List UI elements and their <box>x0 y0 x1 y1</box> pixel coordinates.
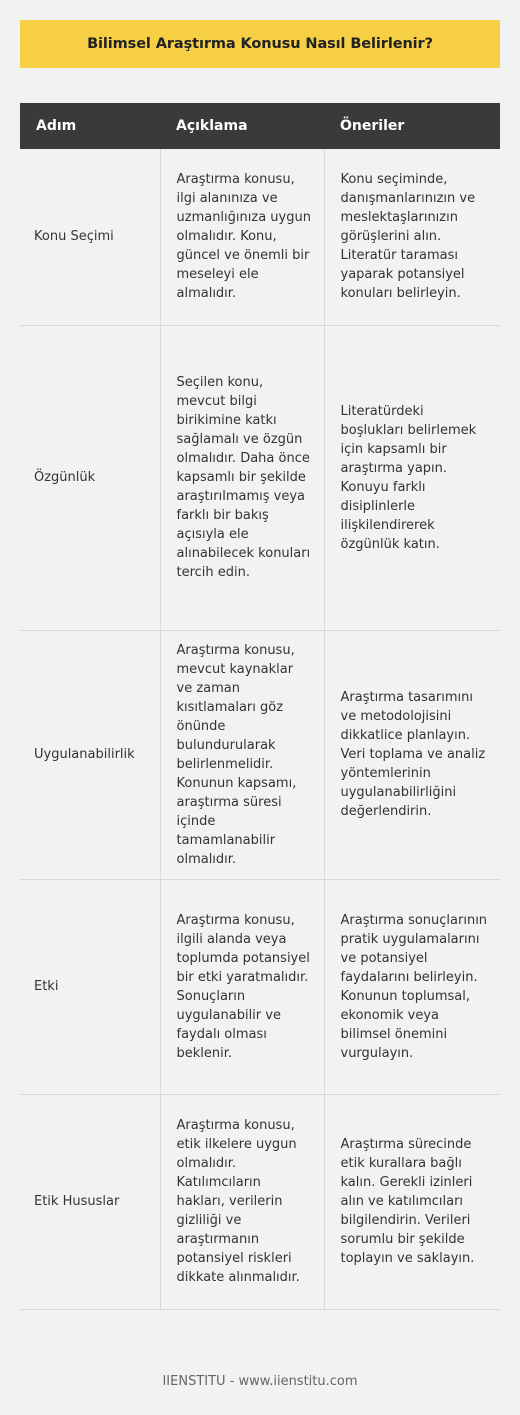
cell-step: Konu Seçimi <box>20 149 160 325</box>
table-row <box>20 149 500 325</box>
page-title: Bilimsel Araştırma Konusu Nasıl Belirlenir? <box>87 36 433 52</box>
header-step: Adım <box>36 118 77 134</box>
header-description: Açıklama <box>176 118 248 134</box>
cell-description: Seçilen konu, mevcut bilgi birikimine katkı sağlamalı ve özgün olmalıdır. Daha önce kapsamlı bir şekilde araştırılmamış veya farklı bir bakış açısıyla ele alınabilecek konuları tercih edin. <box>160 325 324 630</box>
table-row <box>20 1094 500 1309</box>
cell-step: Özgünlük <box>20 325 160 630</box>
cell-description: Araştırma konusu, mevcut kaynaklar ve zaman kısıtlamaları göz önünde bulundurularak belirlenmelidir. Konunun kapsamı, araştırma süresi içinde tamamlanabilir olmalıdır. <box>160 630 324 879</box>
table-row <box>20 325 500 630</box>
cell-description: Araştırma konusu, ilgi alanınıza ve uzmanlığınıza uygun olmalıdır. Konu, güncel ve önemli bir meseleyi ele almalıdır. <box>160 149 324 325</box>
header-row <box>20 103 500 149</box>
cell-step: Etik Hususlar <box>20 1094 160 1309</box>
table-body <box>20 149 500 1309</box>
info-table <box>20 103 500 1310</box>
title-banner <box>20 20 500 68</box>
footer-credit: IIENSTITU - www.iienstitu.com <box>162 1374 358 1389</box>
cell-description: Araştırma konusu, etik ilkelere uygun olmalıdır. Katılımcıların hakları, verilerin gizliliği ve araştırmanın potansiyel riskleri dikkate alınmalıdır. <box>160 1094 324 1309</box>
table-row <box>20 879 500 1094</box>
cell-suggestion: Konu seçiminde, danışmanlarınızın ve meslektaşlarınızın görüşlerini alın. Literatür taraması yaparak potansiyel konuları belirleyin. <box>324 149 500 325</box>
cell-suggestion: Araştırma tasarımını ve metodolojisini dikkatlice planlayın. Veri toplama ve analiz yöntemlerinin uygulanabilirliğini değerlendirin. <box>324 630 500 879</box>
header-suggestion: Öneriler <box>340 118 405 134</box>
table-header <box>20 103 500 149</box>
cell-suggestion: Araştırma sonuçlarının pratik uygulamalarını ve potansiyel faydalarını belirleyin. Konunun toplumsal, ekonomik veya bilimsel önemini vurgulayın. <box>324 879 500 1094</box>
cell-description: Araştırma konusu, ilgili alanda veya toplumda potansiyel bir etki yaratmalıdır. Sonuçların uygulanabilir ve faydalı olması beklenir. <box>160 879 324 1094</box>
cell-step: Etki <box>20 879 160 1094</box>
cell-suggestion: Araştırma sürecinde etik kurallara bağlı kalın. Gerekli izinleri alın ve katılımcıları bilgilendirin. Verileri sorumlu bir şekilde toplayın ve saklayın. <box>324 1094 500 1309</box>
table-row <box>20 630 500 879</box>
cell-suggestion: Literatürdeki boşlukları belirlemek için kapsamlı bir araştırma yapın. Konuyu farklı disiplinlerle ilişkilendirerek özgünlük katın. <box>324 325 500 630</box>
cell-step: Uygulanabilirlik <box>20 630 160 879</box>
